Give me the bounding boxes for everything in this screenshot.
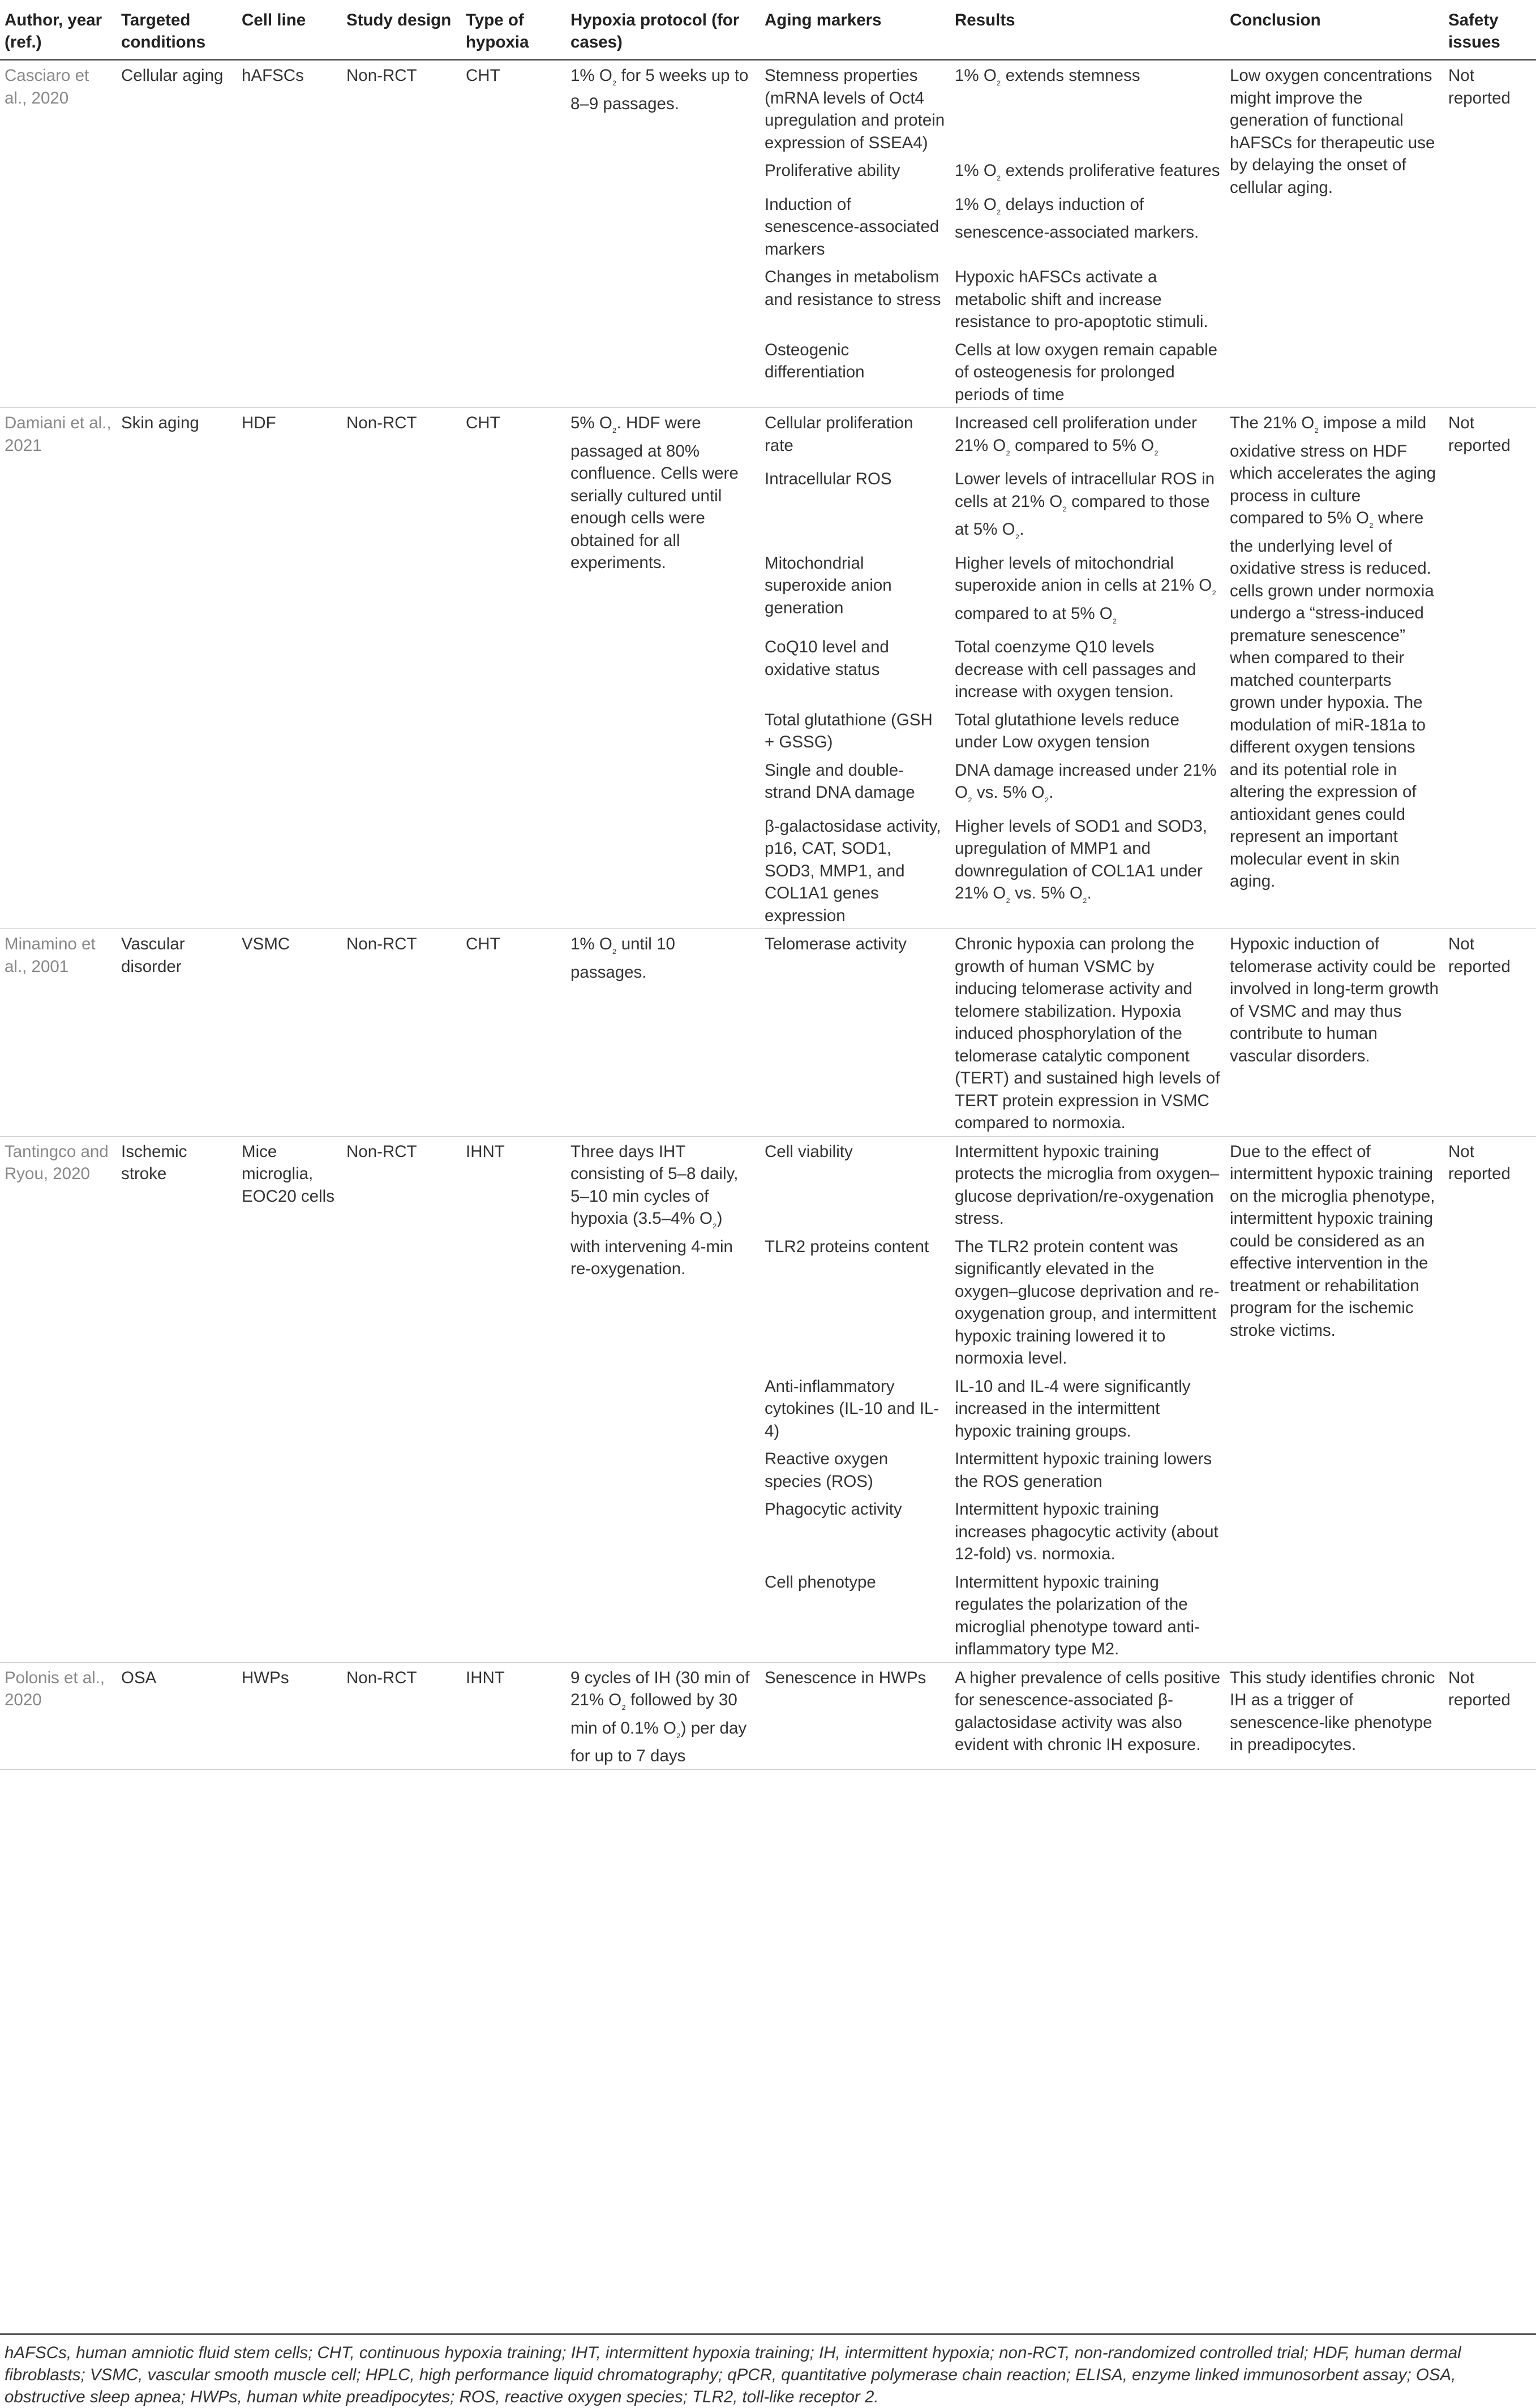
subscript-2: ₂	[612, 422, 617, 435]
subscript-2: ₂	[1212, 584, 1217, 597]
aging-marker: Anti-inflammatory cytokines (IL-10 and IL-4)	[765, 1377, 939, 1440]
marker-result: 1% $O_{_2}$ extends stemness	[950, 60, 1225, 156]
table-bottom-rule	[0, 2333, 1536, 2335]
table-row	[0, 408, 1536, 465]
aging-marker: Cell phenotype	[760, 1567, 950, 1663]
aging-marker: Stemness properties (mRNA levels of Oct4 upregulation and protein expression of SSEA4)	[760, 60, 950, 156]
table-row	[0, 60, 1536, 156]
study-design: Non-RCT	[342, 929, 461, 1137]
study-author: Minamino et al., 2001	[0, 929, 117, 1137]
study-cell-line: VSMC	[237, 929, 342, 1137]
subscript-2: ₂	[996, 203, 1001, 216]
study-condition: Skin aging	[117, 408, 237, 929]
subscript-2: ₂	[1006, 444, 1010, 457]
subscript-2: ₂	[1154, 444, 1159, 457]
aging-marker: Single and double-strand DNA damage	[765, 760, 915, 802]
study-condition: Vascular disorder	[117, 929, 237, 1137]
header-author: Author, year (ref.)	[0, 0, 117, 60]
study-safety: Not reported	[1444, 60, 1536, 408]
marker-result: Chronic hypoxia can prolong the growth of human VSMC by inducing telomerase activity and telomere stabilization. Hypoxia induced phosphorylation of the telomerase catalytic component (TERT) and sustained high levels of TERT protein expression in VSMC compared to normoxia.	[950, 929, 1225, 1137]
aging-marker: Telomerase activity	[760, 929, 950, 1137]
subscript-2: ₂	[1062, 500, 1067, 513]
header-aging-markers: Aging markers	[760, 0, 950, 60]
aging-marker: TLR2 proteins content	[765, 1237, 929, 1256]
subscript-2: ₂	[996, 75, 1001, 87]
marker-result: Total glutathione levels reduce under Low oxygen tension	[955, 710, 1179, 751]
subscript-2: ₂	[1015, 528, 1020, 541]
study-protocol: 5% $O_{_2}$. HDF were passaged at 80% confluence. Cells were serially cultured until enough cells were obtained for all experiments.	[566, 408, 760, 929]
study-design: Non-RCT	[342, 1662, 461, 1769]
study-hypoxia-type: IHNT	[461, 1662, 566, 1769]
study-author: Damiani et al., 2021	[0, 408, 117, 929]
table-footnote: hAFSCs, human amniotic fluid stem cells; CHT, continuous hypoxia training; IHT, intermittent hypoxia training; IH, intermittent hypoxia; non-RCT, non-randomized controlled trial; HDF, human dermal fibroblasts; VSMC, vascular smooth muscle cell; HPLC, high performance liquid chromatography; qPCR, quantitative polymerase chain reaction; ELISA, enzyme linked immunosorbent assay; OSA, obstructive sleep apnea; HWPs, human white preadipocytes; ROS, reactive oxygen species; TLR2, toll-like receptor 2.	[5, 2344, 1461, 2406]
marker-result: Intermittent hypoxic training regulates the polarization of the microglial phenotype toward anti-inflammatory type M2.	[950, 1567, 1225, 1663]
subscript-2: ₂	[996, 170, 1001, 182]
study-design: Non-RCT	[342, 60, 461, 408]
marker-result: The TLR2 protein content was significantly elevated in the oxygen–glucose deprivation and re-oxygenation group, and intermittent hypoxic training lowered it to normoxia level.	[955, 1237, 1220, 1368]
aging-marker: Cellular proliferation rate	[760, 408, 950, 465]
subscript-2: ₂	[1006, 892, 1010, 905]
header-conclusion: Conclusion	[1225, 0, 1444, 60]
subscript-2: ₂	[676, 1727, 681, 1740]
header-type-of-hypoxia: Type of hypoxia	[461, 0, 566, 60]
subscript-2: ₂	[621, 1699, 626, 1712]
marker-result: 1% $O_{_2}$ delays induction of senescence-associated markers.	[955, 195, 1199, 242]
study-protocol: 9 cycles of IH (30 min of 21% $O_{_2}$ followed by 30 min of 0.1% $O_{_2}$) per day for up to 7 days	[566, 1662, 760, 1769]
table-row	[0, 1662, 1536, 1769]
study-protocol: 1% $O_{_2}$ for 5 weeks up to 8–9 passages.	[566, 60, 760, 408]
subscript-2: ₂	[1112, 612, 1117, 625]
marker-result: A higher prevalence of cells positive for senescence-associated β-galactosidase activity was also evident with chronic IH exposure.	[950, 1662, 1225, 1769]
table-header-row	[0, 0, 1536, 60]
table-row	[0, 929, 1536, 1137]
table-row	[0, 1136, 1536, 1232]
subscript-2: ₂	[1044, 792, 1049, 804]
marker-result: Higher levels of SOD1 and SOD3, upregulation of MMP1 and downregulation of COL1A1 under 21% $O_{_2}$ vs. 5% $O_{_2}$.	[950, 811, 1225, 929]
study-cell-line: HDF	[237, 408, 342, 929]
aging-marker: Osteogenic differentiation	[760, 335, 950, 408]
study-conclusion: Hypoxic induction of telomerase activity could be involved in long-term growth of VSMC and may thus contribute to human vascular disorders.	[1225, 929, 1444, 1137]
marker-result: Intermittent hypoxic training increases phagocytic activity (about 12-fold) vs. normoxia.	[955, 1500, 1218, 1563]
study-design: Non-RCT	[342, 408, 461, 929]
study-author: Casciaro et al., 2020	[0, 60, 117, 408]
header-study-design: Study design	[342, 0, 461, 60]
study-hypoxia-type: CHT	[461, 929, 566, 1137]
subscript-2: ₂	[612, 75, 617, 87]
marker-result: 1% $O_{_2}$ extends proliferative features	[955, 161, 1220, 182]
study-author: Polonis et al., 2020	[0, 1662, 117, 1769]
subscript-2: ₂	[1368, 517, 1374, 530]
study-protocol: 1% $O_{_2}$ until 10 passages.	[566, 929, 760, 1137]
study-safety: Not reported	[1444, 929, 1536, 1137]
aging-marker: Reactive oxygen species (ROS)	[765, 1450, 889, 1491]
subscript-2: ₂	[612, 943, 617, 956]
study-hypoxia-type: CHT	[461, 60, 566, 408]
study-design: Non-RCT	[342, 1136, 461, 1662]
aging-marker: Cell viability	[760, 1136, 950, 1232]
table-body	[0, 60, 1536, 1770]
study-safety: Not reported	[1444, 1136, 1536, 1662]
marker-result: Increased cell proliferation under 21% $O_{_2}$ compared to 5% $O_{_2}$	[950, 408, 1225, 465]
header-targeted-conditions: Targeted conditions	[117, 0, 237, 60]
study-hypoxia-type: CHT	[461, 408, 566, 929]
aging-marker: Induction of senescence-associated markers	[765, 195, 939, 259]
study-conclusion: Low oxygen concentrations might improve the generation of functional hAFSCs for therapeutic use by delaying the onset of cellular aging.	[1225, 60, 1444, 408]
study-cell-line: hAFSCs	[237, 60, 342, 408]
subscript-2: ₂	[967, 792, 972, 804]
aging-marker: Proliferative ability	[765, 161, 900, 180]
header-results: Results	[950, 0, 1225, 60]
study-safety: Not reported	[1444, 408, 1536, 929]
study-protocol: Three days IHT consisting of 5–8 daily, 5–10 min cycles of hypoxia (3.5–4% $O_{_2}$) with intervening 4-min re-oxygenation.	[566, 1136, 760, 1662]
marker-result: Higher levels of mitochondrial superoxide anion in cells at 21% $O_{_2}$ compared to at 5% $O_{_2}$	[955, 553, 1217, 625]
marker-result: IL-10 and IL-4 were significantly increased in the intermittent hypoxic training groups.	[955, 1377, 1191, 1440]
study-safety: Not reported	[1444, 1662, 1536, 1769]
marker-result: Intermittent hypoxic training protects the microglia from oxygen–glucose deprivation/re-oxygenation stress.	[950, 1136, 1225, 1232]
marker-result: Cells at low oxygen remain capable of osteogenesis for prolonged periods of time	[950, 335, 1225, 408]
header-safety-issues: Safety issues	[1444, 0, 1536, 60]
aging-marker: Phagocytic activity	[765, 1500, 902, 1519]
marker-result: DNA damage increased under 21% $O_{_2}$ vs. 5% $O_{_2}$.	[955, 760, 1217, 804]
aging-marker: Mitochondrial superoxide anion generation	[765, 553, 892, 617]
study-conclusion: This study identifies chronic IH as a trigger of senescence-like phenotype in preadipocytes.	[1225, 1662, 1444, 1769]
study-conclusion: Due to the effect of intermittent hypoxic training on the microglia phenotype, intermittent hypoxic training could be considered as an effective intervention in the treatment or rehabilitation program for the ischemic stroke victims.	[1225, 1136, 1444, 1662]
marker-result: Hypoxic hAFSCs activate a metabolic shift and increase resistance to pro-apoptotic stimuli.	[955, 268, 1208, 331]
study-cell-line: Mice microglia, EOC20 cells	[237, 1136, 342, 1662]
marker-result: Total coenzyme Q10 levels decrease with cell passages and increase with oxygen tension.	[955, 638, 1196, 701]
study-condition: Ischemic stroke	[117, 1136, 237, 1662]
marker-result: Intermittent hypoxic training lowers the ROS generation	[955, 1450, 1212, 1491]
header-cell-line: Cell line	[237, 0, 342, 60]
aging-marker: β-galactosidase activity, p16, CAT, SOD1, SOD3, MMP1, and COL1A1 genes expression	[760, 811, 950, 929]
subscript-2: ₂	[712, 1218, 717, 1230]
subscript-2: ₂	[1314, 422, 1319, 435]
study-condition: Cellular aging	[117, 60, 237, 408]
study-author: Tantingco and Ryou, 2020	[0, 1136, 117, 1662]
aging-marker: Senescence in HWPs	[760, 1662, 950, 1769]
header-hypoxia-protocol: Hypoxia protocol (for cases)	[566, 0, 760, 60]
study-cell-line: HWPs	[237, 1662, 342, 1769]
aging-marker: Total glutathione (GSH + GSSG)	[765, 710, 933, 751]
aging-marker: CoQ10 level and oxidative status	[765, 638, 889, 679]
aging-marker: Changes in metabolism and resistance to stress	[765, 268, 941, 309]
study-conclusion: The 21% $O_{_2}$ impose a mild oxidative stress on HDF which accelerates the aging process in culture compared to 5% $O_{_2}$ where the underlying level of oxidative stress is reduced. cells grown under normoxia undergo a “stress-induced premature senescence” when compared to their matched counterparts grown under hypoxia. The modulation of miR-181a to different oxygen tensions and its potential role in altering the expression of antioxidant genes could represent an important molecular event in skin aging.	[1225, 408, 1444, 929]
marker-result: Lower levels of intracellular ROS in cells at 21% $O_{_2}$ compared to those at 5% $O_{_2}$.	[955, 470, 1215, 541]
aging-marker: Intracellular ROS	[765, 470, 892, 488]
study-hypoxia-type: IHNT	[461, 1136, 566, 1662]
study-condition: OSA	[117, 1662, 237, 1769]
subscript-2: ₂	[1082, 892, 1087, 905]
